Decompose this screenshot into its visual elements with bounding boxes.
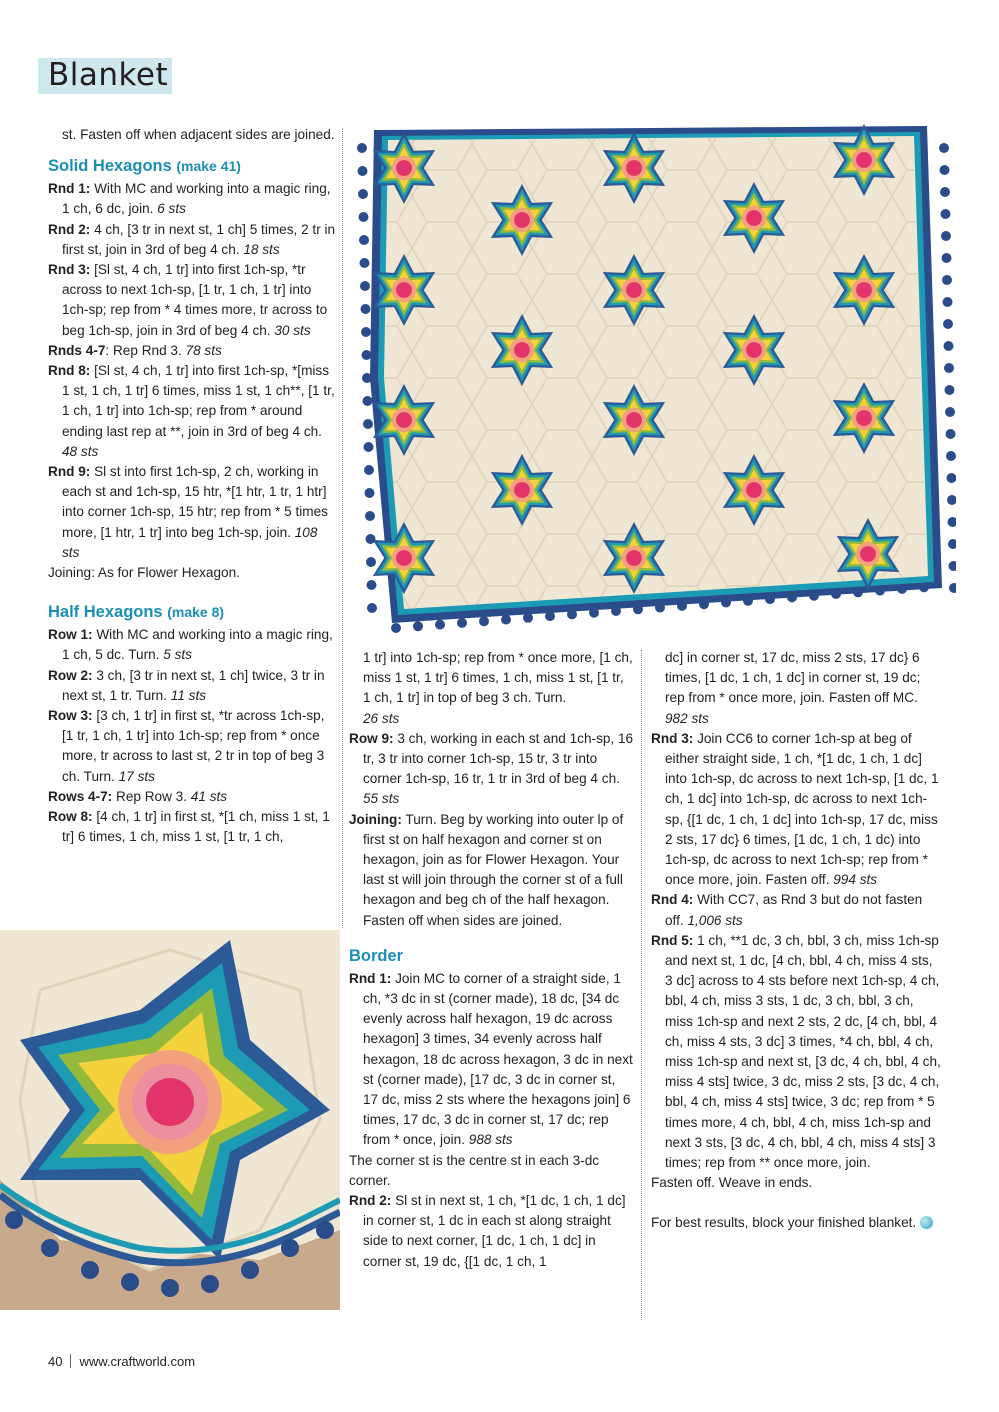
footer-separator: [70, 1354, 71, 1368]
corner-note: The corner st is the centre st in each 3-dc corner.: [349, 1152, 600, 1188]
page-number: 40: [48, 1354, 63, 1369]
half-hexagons-heading: Half Hexagons (make 8): [48, 603, 225, 622]
joining-instruction: Joining: Turn. Beg by working into outer lp of first st on half hexagon and corner st on hexagon, join as for Flower Hexagon. Your last st will join through the corner st of a full hexagon and beg ch of the half hexagon. Fasten off when sides are joined.: [349, 811, 624, 928]
half-hexagon-row: Rows 4-7: Rep Row 3. 41 sts: [48, 788, 228, 804]
border-rnd4: Rnd 4: With CC7, as Rnd 3 but do not fasten off. 1,006 sts: [651, 892, 923, 928]
half-hexagons-instructions: [48, 625, 338, 847]
website-link[interactable]: www.craftworld.com: [79, 1354, 196, 1369]
half-hexagon-row: Row 3: [3 ch, 1 tr] in first st, *tr across 1ch-sp, [1 tr, 1 ch, 1 tr] into 1ch-sp; rep from * once more, tr across to last st, 2 tr in top of beg 3 ch. Turn. 17 sts: [48, 708, 325, 784]
solid-hexagon-row: Rnd 8: [Sl st, 4 ch, 1 tr] into first 1ch-sp, *[miss 1 st, 1 ch, 1 tr] 6 times, miss 1 st, 1 ch**, [1 tr, 1 ch, 1 tr] into 1ch-sp; rep from * around ending last rep at **, join in 3rd of beg 4 ch. 48 sts: [48, 363, 335, 459]
row8-continued: 1 tr] into 1ch-sp; rep from * once more, [1 ch, miss 1 st, 1 tr] 6 times, 1 ch, miss 1 st, [1 tr, 1 ch, 1 tr] in top of beg 3 ch. Turn. 26 sts: [363, 650, 633, 726]
column-middle: [349, 648, 634, 1272]
border-rnd1: Rnd 1: Join MC to corner of a straight side, 1 ch, *3 dc in st (corner made), 18 dc, [34 dc evenly across half hexagon, 19 dc across hexagon] 3 times, 34 evenly across half hexagon, 18 dc across hexagon, 3 dc in next st (corner made), [17 dc, 3 dc in corner st, 17 dc, miss 2 sts where the hexagons join] 6 times, 17 dc, 3 dc in corner st, 17 dc; rep from * once, join. 988 sts: [349, 970, 633, 1148]
solid-hexagon-row: Rnd 9: Sl st into first 1ch-sp, 2 ch, working in each st and 1ch-sp, 15 htr, *[1 htr, 1 tr, 1 htr] into corner 1ch-sp, 15 htr; rep from * 5 times more, [1 htr, 1 tr] into beg 1ch-sp, join. 108 sts: [48, 464, 328, 560]
half-hexagon-row: Row 2: 3 ch, [3 tr in next st, 1 ch] twice, 3 tr in next st, 1 tr. Turn. 11 sts: [48, 667, 325, 703]
solid-hexagon-row: Rnd 3: [Sl st, 4 ch, 1 tr] into first 1ch-sp, *tr across to next 1ch-sp, [1 tr, 1 ch, 1 tr] into 1ch-sp; rep from * 4 times more, tr across to beg 1ch-sp, join in 3rd of beg 4 ch. 30 sts: [48, 262, 328, 338]
row9-instruction: Row 9: 3 ch, working in each st and 1ch-sp, 16 tr, 3 tr into corner 1ch-sp, 15 tr, 3 tr into corner 1ch-sp, 16 tr, 1 tr in 3rd of beg 4 ch. 55 sts: [349, 730, 634, 807]
solid-hexagon-row: Rnd 1: With MC and working into a magic ring, 1 ch, 6 dc, join. 6 sts: [48, 181, 331, 217]
fasten-off-text: Fasten off. Weave in ends.: [651, 1175, 813, 1191]
solid-hexagons-instructions: [48, 179, 338, 563]
column-right: [651, 648, 941, 1234]
intro-text: st. Fasten off when adjacent sides are joined.: [62, 127, 335, 142]
half-hexagon-row: Row 1: With MC and working into a magic ring, 1 ch, 5 dc. Turn. 5 sts: [48, 627, 333, 663]
column-left: [48, 125, 338, 848]
blocking-tip: For best results, block your finished blanket.: [651, 1213, 941, 1233]
border-rnd2: Rnd 2: Sl st in next st, 1 ch, *[1 dc, 1 ch, 1 dc] in corner st, 1 dc in each st along straight side to next corner, [1 dc, 1 ch, 1 dc] in corner st, 19 dc, {[1 dc, 1 ch, 1: [349, 1193, 626, 1269]
page-title: Blanket: [48, 57, 169, 93]
column-divider: [342, 128, 343, 928]
blanket-photo: [352, 118, 956, 638]
page-footer: [48, 1354, 195, 1369]
solid-hexagon-row: Rnds 4-7: Rep Rnd 3. 78 sts: [48, 342, 222, 358]
solid-hexagons-heading: Solid Hexagons (make 41): [48, 157, 241, 176]
column-divider: [641, 650, 642, 1320]
solid-hexagon-row: Rnd 2: 4 ch, [3 tr in next st, 1 ch] 5 times, 2 tr in first st, join in 3rd of beg 4 ch. 18 sts: [48, 221, 336, 257]
border-heading: Border: [349, 946, 404, 965]
rnd2-continued: dc] in corner st, 17 dc, miss 2 sts, 17 dc} 6 times, [1 dc, 1 ch, 1 dc] in corner st, 19 dc; rep from * once more, join. Fasten off MC. 982 sts: [665, 650, 921, 726]
border-rnd5: Rnd 5: 1 ch, **1 dc, 3 ch, bbl, 3 ch, miss 1ch-sp and next st, 1 dc, [4 ch, bbl, 4 ch, miss 4 sts, 3 dc] across to 4 sts before next 1ch-sp, 4 ch, bbl, 4 ch, miss 3 sts, 1 dc, 3 ch, bbl, 3 ch, miss 1ch-sp and next 2 sts, 2 dc, [4 ch, bbl, 4 ch, miss 4 sts, 3 dc] 3 times, *4 ch, bbl, 4 ch, miss 1ch-sp and next st, [3 dc, 4 ch, bbl, 4 ch, miss 4 sts] twice, 3 dc, miss 2 sts, [3 dc, 4 ch, bbl, 4 ch, miss 4 sts] twice, 3 dc; rep from * 5 times more, 4 ch, bbl, 4 ch, miss 1ch-sp and next 3 sts, [3 dc, 4 ch, bbl, 4 ch, miss 4 sts] 3 times; rep from ** once more, join.: [651, 932, 941, 1171]
yarn-ball-icon: [920, 1216, 933, 1229]
solid-joining-text: Joining: As for Flower Hexagon.: [48, 565, 240, 581]
hexagon-detail-photo: [0, 930, 340, 1310]
half-hexagon-row: Row 8: [4 ch, 1 tr] in first st, *[1 ch, miss 1 st, 1 tr] 6 times, 1 ch, miss 1 st, [1 tr, 1 ch,: [48, 809, 330, 845]
border-rnd3: Rnd 3: Join CC6 to corner 1ch-sp at beg of either straight side, 1 ch, *[1 dc, 1 ch, 1 dc] into 1ch-sp, dc across to next 1ch-sp, [1 dc, 1 ch, 1 dc] into 1ch-sp, dc across to next 1ch-sp, {[1 dc, 1 ch, 1 dc] into 1ch-sp, 17 dc, miss 2 sts, 17 dc} 6 times, [1 dc, 1 ch, 1 dc) into 1ch-sp, dc across to next 1ch-sp; rep from * once more, join. Fasten off. 994 sts: [651, 730, 939, 888]
